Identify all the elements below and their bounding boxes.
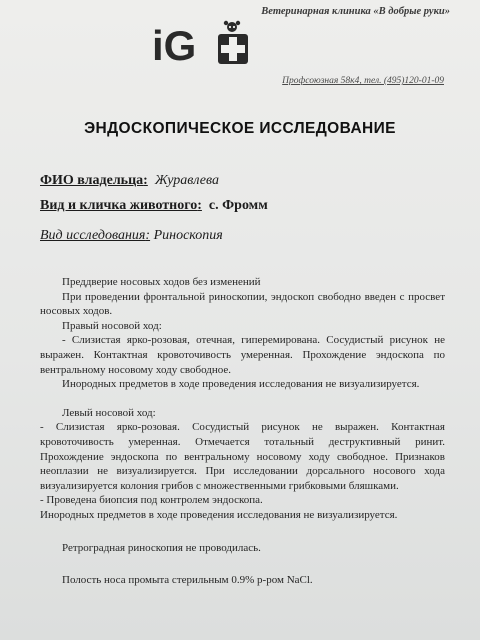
paragraph-frontal: При проведении фронтальной риноскопии, эндоскоп свободно введен с просвет носовых ходов. [40, 290, 445, 318]
left-passage-heading: Левый носовой ход: [62, 406, 156, 419]
animal-field: Вид и кличка животного: с. Фромм [40, 198, 268, 213]
left-passage-findings: - Слизистая ярко-розовая. Сосудистый рисунок не выражен. Контактная кровоточивость умеренная. Отмечается тотальный деструктивный ринит. Прохождение эндоскопа по вентральному носовому ходу свободное. Признаков неоплазии не визуализируется. При исследовании дорсального носового хода визуализируется колония грибов с множественными грибковыми бляшками. [40, 421, 445, 492]
clinic-name: Ветеринарная клиника «В добрые руки» [261, 6, 450, 17]
biopsy-note: - Проведена биопсия под контролем эндоскопа. [40, 494, 263, 507]
study-value: Риноскопия [153, 228, 223, 243]
left-passage-foreign-bodies: Инородных предметов в ходе проведения исследования не визуализируется. [40, 508, 398, 521]
owner-label: ФИО владельца [40, 173, 144, 188]
clinic-address: Профсоюзная 58к4, тел. (495)120-01-09 [282, 76, 444, 86]
flush-note: Полость носа промыта стерильным 0.9% р-ром NaCl. [62, 574, 313, 587]
right-passage-foreign-bodies: Инородных предметов в ходе проведения исследования не визуализируется. [62, 378, 420, 391]
retrograde-note: Ретроградная риноскопия не проводилась. [62, 541, 261, 554]
animal-label: Вид и кличка животного [40, 198, 198, 213]
paragraph-vestibule: Преддверие носовых ходов без изменений [62, 276, 261, 288]
document-title: ЭНДОСКОПИЧЕСКОЕ ИССЛЕДОВАНИЕ [84, 120, 396, 137]
right-passage-heading: Правый носовой ход: [62, 319, 162, 332]
animal-value: с. Фромм [208, 198, 268, 213]
study-label: Вид исследования [40, 228, 146, 243]
owner-field: ФИО владельца: Журавлева [40, 173, 219, 188]
report-body [40, 275, 445, 588]
study-field: Вид исследования: Риноскопия [40, 228, 223, 243]
owner-value: Журавлева [154, 173, 219, 188]
logo-text: iG [152, 22, 197, 66]
right-passage-findings: - Слизистая ярко-розовая, отечная, гиперемирована. Сосудистый рисунок не выражен. Контактная кровоточивость умеренная. Прохождение эндоскопа по вентральному носовому ходу свободное. [40, 334, 445, 376]
clinic-logo [152, 20, 252, 66]
